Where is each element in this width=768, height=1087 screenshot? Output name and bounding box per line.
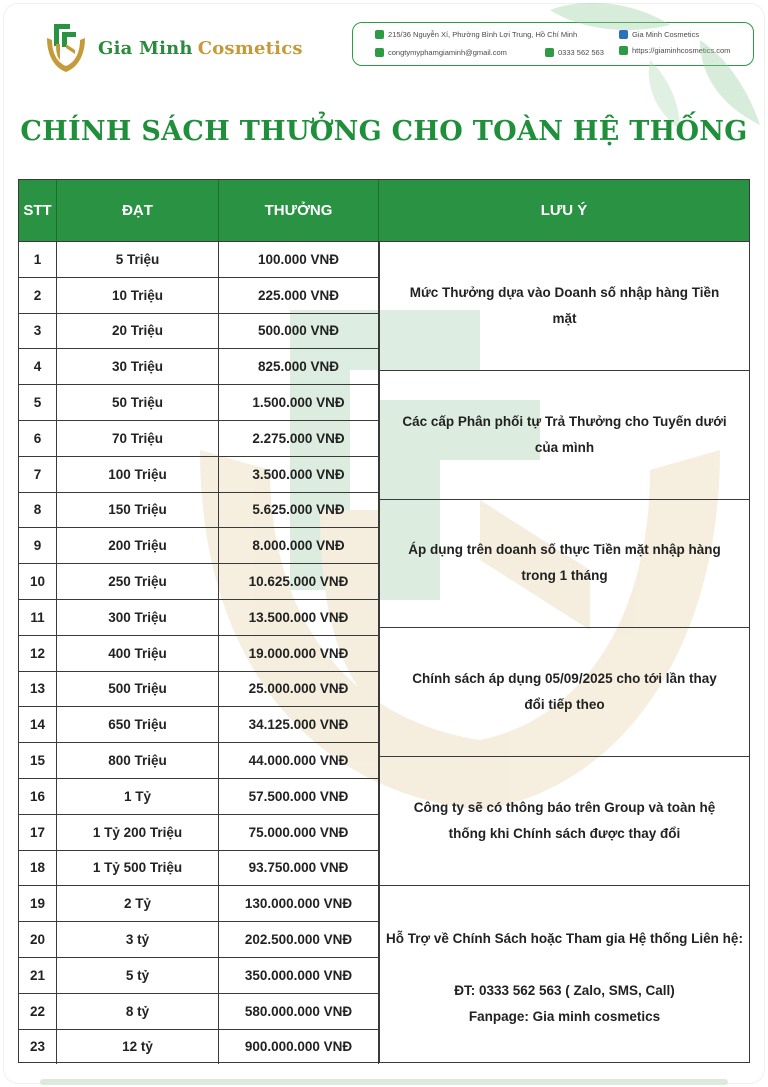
cell-dat: 5 tỷ — [57, 958, 219, 993]
bottom-accent-bar — [40, 1079, 728, 1085]
header-dat: ĐẠT — [57, 180, 219, 241]
facebook-text[interactable]: Gia Minh Cosmetics — [632, 30, 700, 39]
cell-thuong: 350.000.000 VNĐ — [219, 958, 379, 993]
cell-dat: 10 Triệu — [57, 278, 219, 313]
contact-line-phone[interactable]: ĐT: 0333 562 563 ( Zalo, SMS, Call) — [454, 982, 675, 998]
cell-dat: 100 Triệu — [57, 457, 219, 492]
cell-thuong: 500.000 VNĐ — [219, 314, 379, 349]
cell-thuong: 2.275.000 VNĐ — [219, 421, 379, 456]
cell-stt: 16 — [19, 779, 57, 814]
table-header — [19, 180, 749, 241]
table-row — [19, 957, 379, 993]
cell-stt: 10 — [19, 564, 57, 599]
table-row — [19, 1029, 379, 1065]
note-cell: Các cấp Phân phối tự Trả Thưởng cho Tuyến dưới của mình — [380, 370, 749, 499]
table-row — [19, 778, 379, 814]
cell-thuong: 100.000 VNĐ — [219, 242, 379, 277]
cell-stt: 12 — [19, 636, 57, 671]
cell-thuong: 19.000.000 VNĐ — [219, 636, 379, 671]
cell-dat: 150 Triệu — [57, 493, 219, 528]
header — [0, 0, 768, 100]
cell-dat: 200 Triệu — [57, 528, 219, 563]
cell-thuong: 202.500.000 VNĐ — [219, 922, 379, 957]
cell-stt: 9 — [19, 528, 57, 563]
cell-stt: 22 — [19, 994, 57, 1029]
cell-thuong: 130.000.000 VNĐ — [219, 886, 379, 921]
cell-dat: 30 Triệu — [57, 349, 219, 384]
cell-dat: 12 tỷ — [57, 1030, 219, 1065]
brand-name-part1: Gia Minh — [98, 37, 193, 59]
cell-stt: 15 — [19, 743, 57, 778]
table-row — [19, 313, 379, 349]
cell-stt: 3 — [19, 314, 57, 349]
cell-stt: 23 — [19, 1030, 57, 1065]
cell-stt: 1 — [19, 242, 57, 277]
cell-thuong: 75.000.000 VNĐ — [219, 815, 379, 850]
cell-dat: 300 Triệu — [57, 600, 219, 635]
cell-stt: 17 — [19, 815, 57, 850]
table-row — [19, 563, 379, 599]
table-row — [19, 348, 379, 384]
contact-line-support: Hỗ Trợ về Chính Sách hoặc Tham gia Hệ thống Liên hệ: — [386, 930, 743, 946]
email-icon — [375, 48, 384, 57]
cell-stt: 6 — [19, 421, 57, 456]
cell-stt: 21 — [19, 958, 57, 993]
cell-dat: 650 Triệu — [57, 707, 219, 742]
cell-thuong: 825.000 VNĐ — [219, 349, 379, 384]
cell-stt: 13 — [19, 672, 57, 707]
reward-table — [18, 179, 750, 1063]
cell-stt: 14 — [19, 707, 57, 742]
cell-dat: 800 Triệu — [57, 743, 219, 778]
cell-stt: 20 — [19, 922, 57, 957]
cell-dat: 500 Triệu — [57, 672, 219, 707]
note-cell: Chính sách áp dụng 05/09/2025 cho tới lần thay đổi tiếp theo — [380, 627, 749, 756]
cell-dat: 1 Tỷ — [57, 779, 219, 814]
cell-thuong: 25.000.000 VNĐ — [219, 672, 379, 707]
cell-stt: 2 — [19, 278, 57, 313]
page-title: CHÍNH SÁCH THƯỞNG CHO TOÀN HỆ THỐNG — [20, 116, 748, 147]
contact-gap — [380, 952, 749, 978]
table-row — [19, 921, 379, 957]
cell-dat: 400 Triệu — [57, 636, 219, 671]
note-cell: Áp dụng trên doanh số thực Tiền mặt nhập hàng trong 1 tháng — [380, 499, 749, 628]
cell-stt: 18 — [19, 851, 57, 886]
cell-thuong: 5.625.000 VNĐ — [219, 493, 379, 528]
table-row — [19, 814, 379, 850]
cell-thuong: 10.625.000 VNĐ — [219, 564, 379, 599]
table-rows — [19, 241, 379, 1064]
cell-thuong: 8.000.000 VNĐ — [219, 528, 379, 563]
cell-dat: 5 Triệu — [57, 242, 219, 277]
email-text[interactable]: congtymyphamgiaminh@gmail.com — [388, 48, 507, 57]
cell-thuong: 580.000.000 VNĐ — [219, 994, 379, 1029]
cell-stt: 7 — [19, 457, 57, 492]
phone-text[interactable]: 0333 562 563 — [558, 48, 604, 57]
email-row[interactable] — [375, 48, 507, 57]
cell-stt: 4 — [19, 349, 57, 384]
table-row — [19, 420, 379, 456]
cell-thuong: 57.500.000 VNĐ — [219, 779, 379, 814]
note-cell: Mức Thưởng dựa vào Doanh số nhập hàng Tiền mặt — [380, 241, 749, 370]
table-row — [19, 527, 379, 563]
table-row — [19, 492, 379, 528]
brand-name-part2: Cosmetics — [197, 37, 303, 59]
cell-dat: 20 Triệu — [57, 314, 219, 349]
cell-thuong: 44.000.000 VNĐ — [219, 743, 379, 778]
header-thuong: THƯỞNG — [219, 180, 379, 241]
cell-stt: 11 — [19, 600, 57, 635]
cell-thuong: 1.500.000 VNĐ — [219, 385, 379, 420]
table-row — [19, 671, 379, 707]
table-row — [19, 599, 379, 635]
cell-dat: 1 Tỷ 200 Triệu — [57, 815, 219, 850]
cell-stt: 5 — [19, 385, 57, 420]
contact-line-fanpage[interactable]: Fanpage: Gia minh cosmetics — [468, 1008, 661, 1024]
cell-dat: 70 Triệu — [57, 421, 219, 456]
cell-dat: 250 Triệu — [57, 564, 219, 599]
table-row — [19, 706, 379, 742]
note-contact-cell — [380, 885, 749, 1063]
leaf-decoration-icon — [520, 0, 768, 130]
cell-thuong: 900.000.000 VNĐ — [219, 1030, 379, 1065]
table-row — [19, 850, 379, 886]
table-row — [19, 277, 379, 313]
table-row — [19, 742, 379, 778]
header-note: LƯU Ý — [540, 202, 588, 219]
table-row — [19, 384, 379, 420]
table-row — [19, 993, 379, 1029]
cell-dat: 2 Tỷ — [57, 886, 219, 921]
notes-column — [379, 241, 749, 1063]
website-text[interactable]: https://giaminhcosmetics.com — [632, 46, 731, 55]
cell-dat: 8 tỷ — [57, 994, 219, 1029]
gia-minh-logo-icon — [44, 20, 88, 76]
table-row — [19, 241, 379, 277]
location-pin-icon — [375, 30, 384, 39]
note-cell: Công ty sẽ có thông báo trên Group và toàn hệ thống khi Chính sách được thay đổi — [380, 756, 749, 885]
table-row — [19, 885, 379, 921]
address-text: 215/36 Nguyễn Xí, Phường Bình Lợi Trung, Hồ Chí Minh — [388, 30, 578, 39]
cell-stt: 19 — [19, 886, 57, 921]
table-row — [19, 635, 379, 671]
cell-thuong: 93.750.000 VNĐ — [219, 851, 379, 886]
cell-thuong: 34.125.000 VNĐ — [219, 707, 379, 742]
brand-name — [98, 38, 303, 59]
cell-dat: 50 Triệu — [57, 385, 219, 420]
cell-stt: 8 — [19, 493, 57, 528]
header-stt: STT — [19, 180, 57, 241]
cell-thuong: 225.000 VNĐ — [219, 278, 379, 313]
cell-thuong: 13.500.000 VNĐ — [219, 600, 379, 635]
table-row — [19, 456, 379, 492]
brand — [44, 20, 303, 76]
cell-thuong: 3.500.000 VNĐ — [219, 457, 379, 492]
cell-dat: 3 tỷ — [57, 922, 219, 957]
cell-dat: 1 Tỷ 500 Triệu — [57, 851, 219, 886]
